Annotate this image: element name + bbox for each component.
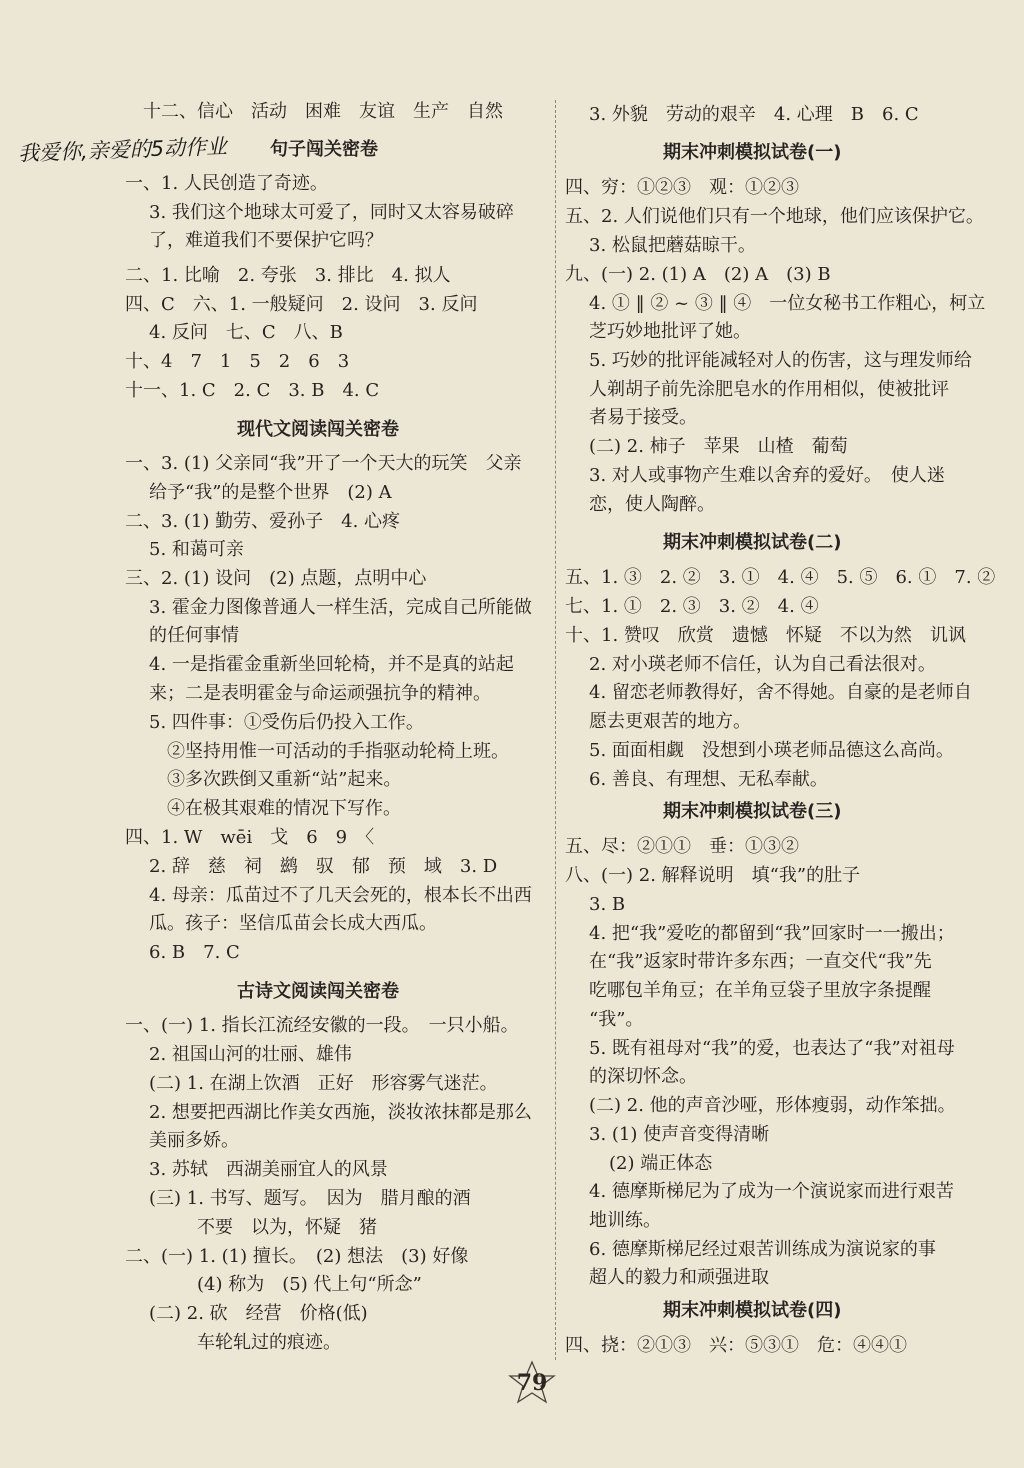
answer-line: 二、3. (1) 勤劳、爱孙子 4. 心疼 bbox=[125, 511, 401, 532]
answer-line: 四、挠：②①③ 兴：⑤③① 危：④④① bbox=[565, 1335, 907, 1356]
answer-line: 4. 反问 七、C 八、B bbox=[149, 322, 343, 343]
page-number: 79 bbox=[516, 1370, 548, 1396]
answer-line: 二、1. 比喻 2. 夸张 3. 排比 4. 拟人 bbox=[125, 265, 451, 286]
section-heading: 期末冲刺模拟试卷(四) bbox=[663, 1300, 842, 1321]
answer-line: 五、尽：②①① 垂：①③② bbox=[565, 836, 799, 857]
answer-line: “我”。 bbox=[589, 1009, 644, 1030]
answer-line: 给予“我”的是整个世界 (2) A bbox=[149, 482, 392, 503]
answer-line: 了，难道我们不要保护它吗？ bbox=[149, 230, 383, 251]
answer-line: 一、1. 人民创造了奇迹。 bbox=[125, 173, 328, 194]
answer-line: 十二、信心 活动 困难 友谊 生产 自然 bbox=[143, 101, 503, 122]
answer-line: 芝巧妙地批评了她。 bbox=[589, 321, 751, 342]
answer-line: 6. 德摩斯梯尼经过艰苦训练成为演说家的事 bbox=[589, 1239, 936, 1260]
answer-line: 三、2. (1) 设问 (2) 点题，点明中心 bbox=[125, 568, 427, 589]
answer-line: 在“我”返家时带许多东西；一直交代“我”先 bbox=[589, 951, 932, 972]
section-heading: 古诗文阅读闯关密卷 bbox=[237, 981, 399, 1002]
answer-line: 不要 以为，怀疑 猪 bbox=[197, 1217, 377, 1238]
answer-line: 八、(一) 2. 解释说明 填“我”的肚子 bbox=[565, 865, 861, 886]
answer-line: 4. 母亲：瓜苗过不了几天会死的，根本长不出西 bbox=[149, 885, 532, 906]
answer-line: 4. 一是指霍金重新坐回轮椅，并不是真的站起 bbox=[149, 654, 514, 675]
section-heading: 期末冲刺模拟试卷(一) bbox=[663, 142, 842, 163]
section-heading: 期末冲刺模拟试卷(二) bbox=[663, 532, 842, 553]
answer-line: 七、1. ① 2. ③ 3. ② 4. ④ bbox=[565, 596, 819, 617]
page-number-badge bbox=[506, 1360, 558, 1406]
answer-line: 2. 想要把西湖比作美女西施，淡妆浓抹都是那么 bbox=[149, 1102, 532, 1123]
answer-line: ②坚持用惟一可活动的手指驱动轮椅上班。 bbox=[167, 741, 509, 762]
answer-line: 十一、1. C 2. C 3. B 4. C bbox=[125, 380, 380, 401]
answer-line: (二) 2. 砍 经营 价格(低) bbox=[149, 1303, 368, 1324]
answer-line: 2. 祖国山河的壮丽、雄伟 bbox=[149, 1044, 352, 1065]
answer-line: 6. 善良、有理想、无私奉献。 bbox=[589, 769, 828, 790]
answer-line: 2. 对小瑛老师不信任，认为自己看法很对。 bbox=[589, 654, 936, 675]
answer-line: 二、(一) 1. (1) 擅长。 (2) 想法 (3) 好像 bbox=[125, 1246, 469, 1267]
answer-line: 5. 和蔼可亲 bbox=[149, 539, 244, 560]
answer-line: 4. 留恋老师教得好，舍不得她。自豪的是老师自 bbox=[589, 682, 972, 703]
answer-line: 五、1. ③ 2. ② 3. ① 4. ④ 5. ⑤ 6. ① 7. ② bbox=[565, 567, 996, 588]
answer-line: 四、1. W wēi 戈 6 9 〈 bbox=[125, 827, 375, 848]
handwritten-note: 我爱你,亲爱的5动作业 bbox=[17, 134, 228, 166]
section-heading: 句子闯关密卷 bbox=[270, 139, 378, 160]
answer-line: 人剃胡子前先涂肥皂水的作用相似，使被批评 bbox=[589, 379, 949, 400]
answer-line: (二) 2. 他的声音沙哑，形体瘦弱，动作笨拙。 bbox=[589, 1095, 956, 1116]
answer-line: 2. 辞 慈 祠 鹚 驭 郁 预 域 3. D bbox=[149, 856, 498, 877]
answer-line: 十、4 7 1 5 2 6 3 bbox=[125, 351, 350, 372]
answer-line: 3. B bbox=[589, 894, 626, 915]
answer-line: 4. 把“我”爱吃的都留到“我”回家时一一搬出； bbox=[589, 923, 955, 944]
answer-line: 5. 面面相觑 没想到小瑛老师品德这么高尚。 bbox=[589, 740, 954, 761]
answer-line: (2) 端正体态 bbox=[609, 1153, 713, 1174]
answer-line: (二) 1. 在湖上饮酒 正好 形容雾气迷茫。 bbox=[149, 1073, 498, 1094]
section-heading: 期末冲刺模拟试卷(三) bbox=[663, 801, 842, 822]
answer-line: 来；二是表明霍金与命运顽强抗争的精神。 bbox=[149, 683, 491, 704]
answer-line: 地训练。 bbox=[589, 1210, 661, 1231]
answer-line: 3. 外貌 劳动的艰辛 4. 心理 B 6. C bbox=[589, 104, 919, 125]
answer-line: 十、1. 赞叹 欣赏 遗憾 怀疑 不以为然 讥讽 bbox=[565, 625, 966, 646]
answer-line: 5. 既有祖母对“我”的爱，也表达了“我”对祖母 bbox=[589, 1038, 955, 1059]
answer-line: 五、2. 人们说他们只有一个地球，他们应该保护它。 bbox=[565, 206, 984, 227]
answer-line: 者易于接受。 bbox=[589, 407, 697, 428]
answer-line: 吃哪包羊角豆；在羊角豆袋子里放字条提醒 bbox=[589, 980, 931, 1001]
answer-line: (三) 1. 书写、题写。 因为 腊月酿的酒 bbox=[149, 1188, 471, 1209]
answer-line: ③多次跌倒又重新“站”起来。 bbox=[167, 769, 402, 790]
answer-line: 超人的毅力和顽强进取 bbox=[589, 1267, 769, 1288]
answer-line: 3. 我们这个地球太可爱了，同时又太容易破碎 bbox=[149, 202, 514, 223]
answer-line: 4. 德摩斯梯尼为了成为一个演说家而进行艰苦 bbox=[589, 1181, 954, 1202]
answer-line: 3. 苏轼 西湖美丽宜人的风景 bbox=[149, 1159, 388, 1180]
column-divider bbox=[555, 100, 556, 1360]
answer-line: 6. B 7. C bbox=[149, 942, 240, 963]
answer-line: (4) 称为 (5) 代上句“所念” bbox=[197, 1274, 422, 1295]
answer-line: 3. 霍金力图像普通人一样生活，完成自己所能做 bbox=[149, 597, 532, 618]
answer-line: 美丽多娇。 bbox=[149, 1130, 239, 1151]
answer-line: 恋，使人陶醉。 bbox=[589, 494, 715, 515]
answer-line: 5. 四件事：①受伤后仍投入工作。 bbox=[149, 712, 424, 733]
answer-line: 瓜。孩子：坚信瓜苗会长成大西瓜。 bbox=[149, 913, 437, 934]
answer-line: 的任何事情 bbox=[149, 625, 239, 646]
answer-line: 5. 巧妙的批评能减轻对人的伤害，这与理发师给 bbox=[589, 350, 972, 371]
answer-line: 3. (1) 使声音变得清晰 bbox=[589, 1124, 770, 1145]
answer-line: 愿去更艰苦的地方。 bbox=[589, 711, 751, 732]
answer-line: 的深切怀念。 bbox=[589, 1066, 697, 1087]
answer-line: (二) 2. 柿子 苹果 山楂 葡萄 bbox=[589, 436, 848, 457]
section-heading: 现代文阅读闯关密卷 bbox=[237, 419, 399, 440]
answer-line: 一、3. (1) 父亲同“我”开了一个天大的玩笑 父亲 bbox=[125, 453, 522, 474]
answer-line: 九、(一) 2. (1) A (2) A (3) B bbox=[565, 264, 831, 285]
answer-line: 一、(一) 1. 指长江流经安徽的一段。 一只小船。 bbox=[125, 1015, 519, 1036]
answer-line: 车轮轧过的痕迹。 bbox=[197, 1332, 341, 1353]
answer-line: 3. 松鼠把蘑菇晾干。 bbox=[589, 235, 756, 256]
answer-line: 4. ① ‖ ② ~ ③ ‖ ④ 一位女秘书工作粗心，柯立 bbox=[589, 293, 986, 314]
answer-line: 四、穷：①②③ 观：①②③ bbox=[565, 177, 799, 198]
answer-line: ④在极其艰难的情况下写作。 bbox=[167, 798, 401, 819]
answer-line: 3. 对人或事物产生难以舍弃的爱好。 使人迷 bbox=[589, 465, 945, 486]
answer-line: 四、C 六、1. 一般疑问 2. 设问 3. 反问 bbox=[125, 294, 478, 315]
